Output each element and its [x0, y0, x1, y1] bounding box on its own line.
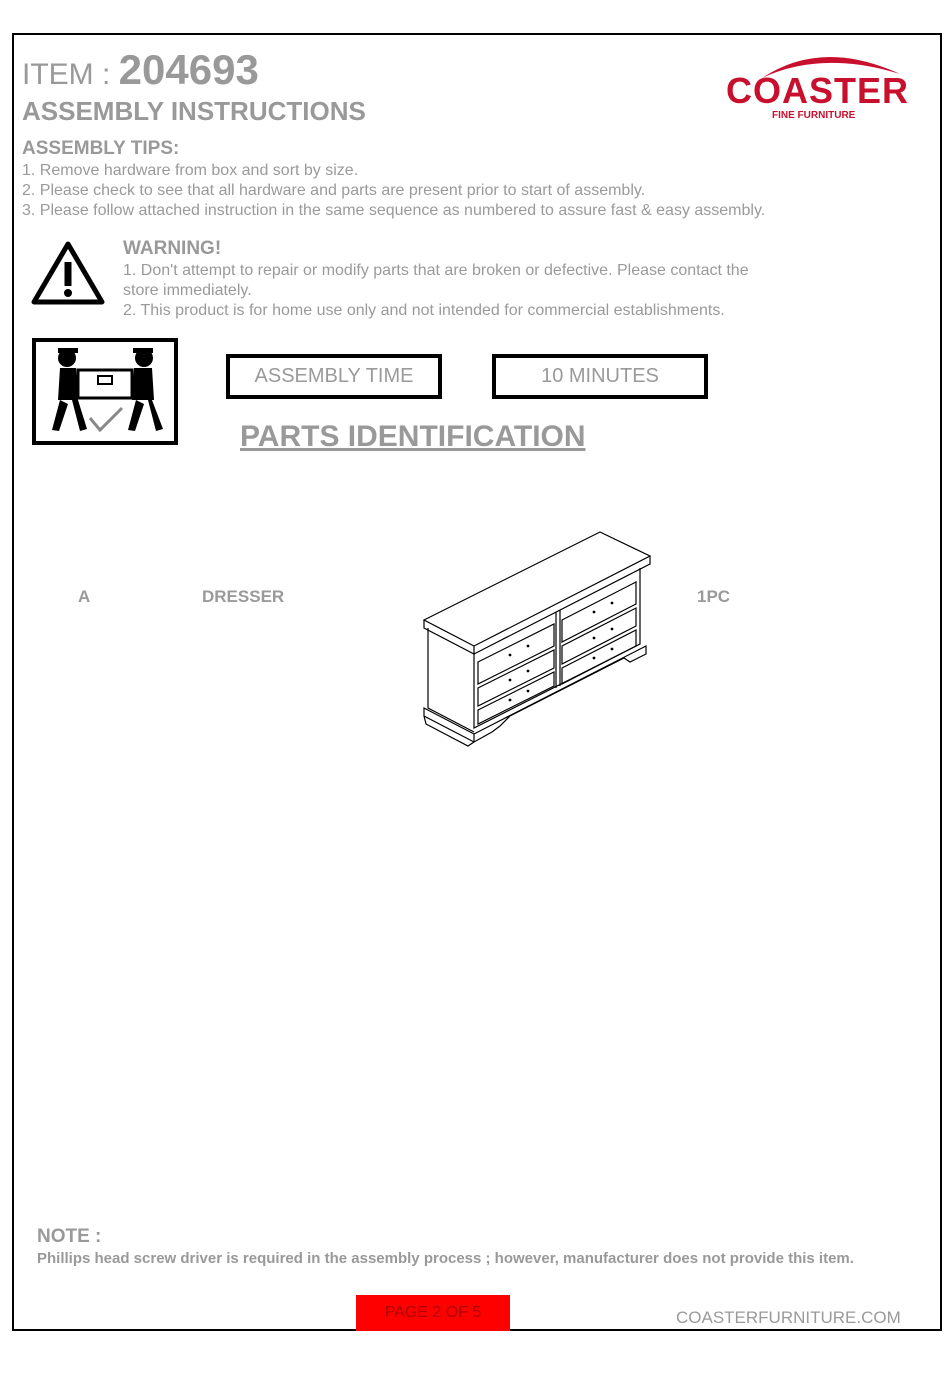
warning-line: 2. This product is for home use only and not intended for commercial establishments.	[123, 302, 725, 319]
dresser-drawing	[418, 528, 654, 761]
part-name: DRESSER	[202, 587, 285, 606]
item-heading	[22, 46, 259, 94]
website-url[interactable]: COASTERFURNITURE.COM	[676, 1308, 901, 1327]
warning-triangle-icon	[30, 240, 106, 311]
part-quantity: 1PC	[697, 587, 731, 606]
assembly-time-value: 10 MINUTES	[492, 354, 708, 399]
warning-title: WARNING!	[123, 238, 222, 259]
assembly-time-label: ASSEMBLY TIME	[226, 354, 442, 399]
tip-item: 3. Please follow attached instruction in the same sequence as numbered to assure fast & easy assembly.	[22, 202, 766, 219]
note-title: NOTE :	[37, 1226, 102, 1247]
page-title: ASSEMBLY INSTRUCTIONS	[22, 96, 366, 126]
note-text: Phillips head screw driver is required in the assembly process ; however, manufacturer does not provide this item.	[37, 1250, 854, 1267]
page-number-badge: PAGE 2 OF 5	[356, 1295, 510, 1331]
tips-title: ASSEMBLY TIPS:	[22, 138, 180, 159]
logo-brand: COASTER	[726, 70, 910, 111]
two-person-lift-icon	[32, 338, 178, 450]
warning-line: store immediately.	[123, 282, 252, 299]
coaster-logo	[722, 44, 922, 124]
tip-item: 2. Please check to see that all hardware and parts are present prior to start of assembly.	[22, 182, 646, 199]
item-label: ITEM :	[22, 58, 119, 91]
parts-title: PARTS IDENTIFICATION	[240, 420, 586, 453]
item-number: 204693	[118, 46, 259, 93]
tip-item: 1. Remove hardware from box and sort by size.	[22, 162, 359, 179]
warning-line: 1. Don't attempt to repair or modify parts that are broken or defective. Please contact the	[123, 262, 749, 279]
logo-tagline: FINE FURNITURE	[772, 110, 856, 121]
part-letter: A	[78, 587, 91, 606]
